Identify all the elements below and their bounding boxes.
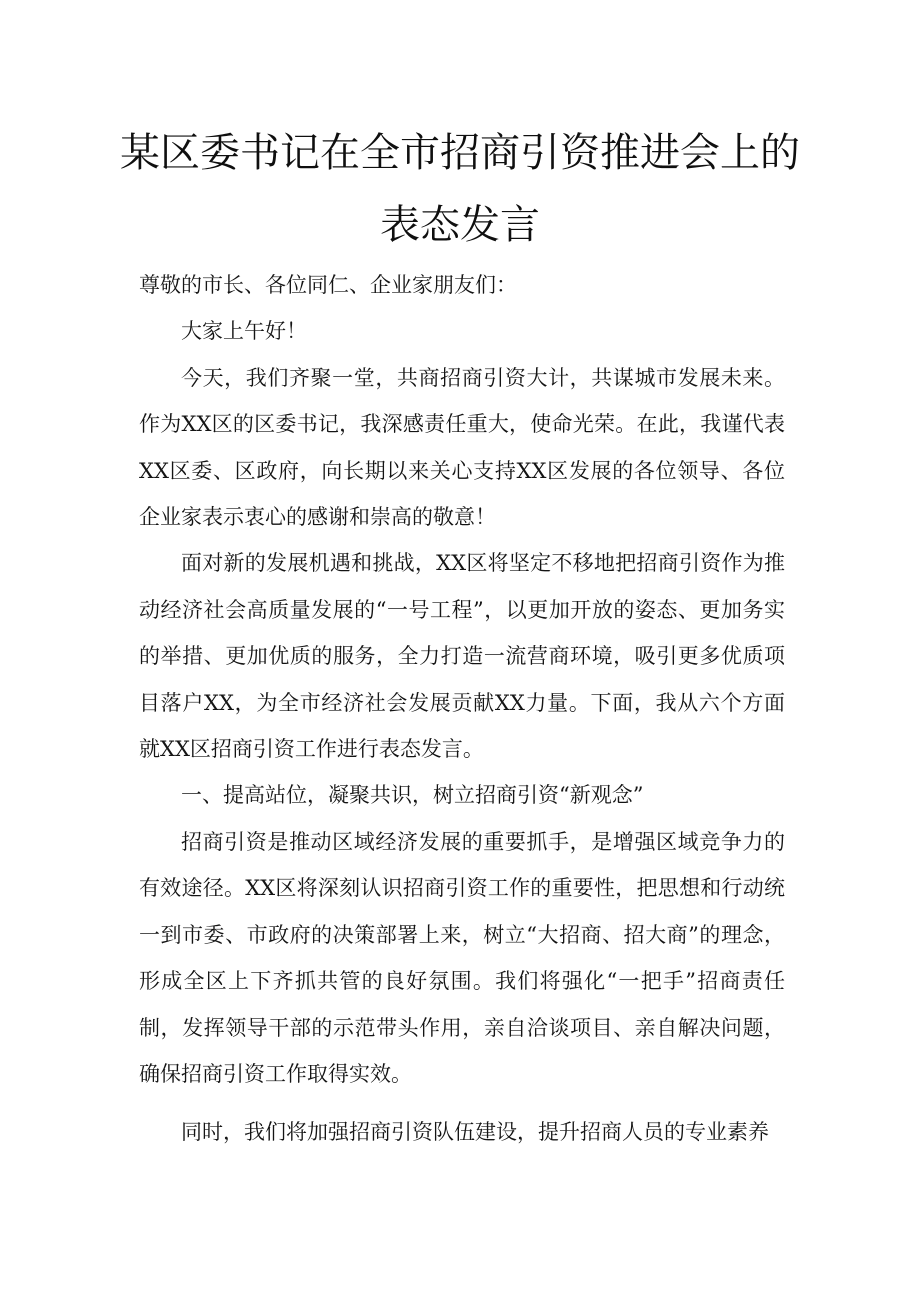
document-body <box>139 262 785 1156</box>
salutation: 尊敬的市长、各位同仁、企业家朋友们： <box>139 273 517 297</box>
section-heading-1: 一、提高站位，凝聚共识，树立招商引资“新观念” <box>181 783 644 808</box>
paragraph-greeting: 大家上午好！ <box>181 319 307 344</box>
document-title-line-1: 某区委书记在全市招商引资推进会上的 <box>120 130 800 176</box>
paragraph-opening: 今天，我们齐聚一堂，共商招商引资大计，共谋城市发展未来。作为XX区的区委书记，我深感责任重大，使命光荣。在此，我谨代表XX区委、区政府，向长期以来关心支持XX区发展的各位领导、各位企业家表示衷心的感谢和崇高的敬意！ <box>139 365 785 530</box>
paragraph-team-building: 同时，我们将加强招商引资队伍建设，提升招商人员的专业素养 <box>181 1120 769 1145</box>
paragraph-commitment: 面对新的发展机遇和挑战，XX区将坚定不移地把招商引资作为推动经济社会高质量发展的“一号工程”，以更加开放的姿态、更加务实的举措、更加优质的服务，全力打造一流营商环境，吸引更多优质项目落户XX，为全市经济社会发展贡献XX力量。下面，我从六个方面就XX区招商引资工作进行表态发言。 <box>139 551 785 762</box>
document-title-line-2: 表态发言 <box>380 202 540 248</box>
paragraph-section-1: 招商引资是推动区域经济发展的重要抓手，是增强区域竞争力的有效途径。XX区将深刻认识招商引资工作的重要性，把思想和行动统一到市委、市政府的决策部署上来，树立“大招商、招大商”的理念，形成全区上下齐抓共管的良好氛围。我们将强化“一把手”招商责任制，发挥领导干部的示范带头作用，亲自洽谈项目、亲自解决问题，确保招商引资工作取得实效。 <box>139 829 785 1086</box>
